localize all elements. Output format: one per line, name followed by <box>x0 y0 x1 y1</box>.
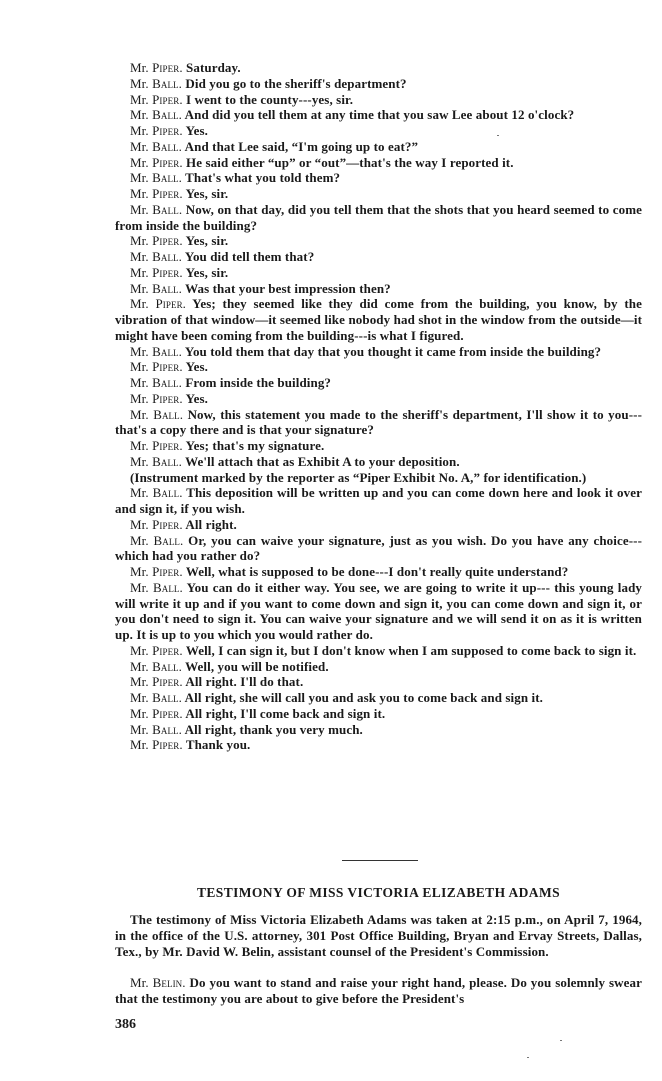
testimony-paragraph <box>115 76 642 92</box>
utterance: Thank you. <box>185 737 251 753</box>
speaker-name: Piper. <box>152 60 183 75</box>
speaker-name: Ball. <box>152 249 183 264</box>
testimony-paragraph <box>115 643 642 659</box>
utterance: From inside the building? <box>185 375 332 390</box>
utterance: You told them that day that you thought it came from inside the building? <box>184 343 602 359</box>
utterance: Now, this statement you made to the sheriff's department, I'll show it to you---that's a copy there and is that your signature? <box>115 406 642 438</box>
testimony-paragraph <box>115 296 642 343</box>
utterance: That's what you told them? <box>185 170 341 186</box>
speaker-name: Piper. <box>152 91 183 107</box>
speaker-name: Ball. <box>152 485 183 501</box>
testimony-paragraph <box>115 170 642 186</box>
testimony-paragraph <box>115 92 642 108</box>
speaker-title: Mr. <box>130 406 149 422</box>
utterance: Well, you will be notified. <box>185 658 329 674</box>
utterance: All right. <box>185 516 237 532</box>
testimony-paragraph <box>115 202 642 234</box>
speaker-name: Piper. <box>152 642 183 658</box>
speaker-title: Mr. <box>130 138 149 154</box>
speaker-name: Piper. <box>152 123 183 138</box>
utterance: All right, thank you very much. <box>184 721 363 737</box>
testimony-paragraph <box>115 155 642 171</box>
utterance: Well, what is supposed to be done---I don't really quite understand? <box>185 564 569 579</box>
speaker-title: Mr. <box>130 564 149 579</box>
speaker-title: Mr. <box>130 343 149 359</box>
testimony-paragraph <box>115 690 642 706</box>
testimony-paragraph <box>115 674 642 690</box>
testimony-paragraph <box>115 139 642 155</box>
intro-paragraph <box>115 912 642 959</box>
utterance: And did you tell them at any time that you saw Lee about 12 o'clock? <box>184 107 575 123</box>
speaker-title: Mr. <box>130 658 149 674</box>
testimony-paragraph <box>115 438 642 454</box>
section-divider <box>342 860 418 861</box>
speaker-title: Mr. <box>130 201 149 217</box>
speaker-name: Ball. <box>152 453 183 469</box>
utterance: He said either “up” or “out”—that's the way I reported it. <box>186 154 514 170</box>
speaker-name: Piper. <box>155 296 187 312</box>
utterance: Now, on that day, did you tell them that the shots that you heard seemed to come from inside the building? <box>115 201 642 233</box>
utterance: Yes, sir. <box>185 186 229 201</box>
speaker-title: Mr. <box>130 249 149 264</box>
testimony-paragraph <box>115 485 642 517</box>
section-heading: TESTIMONY OF MISS VICTORIA ELIZABETH ADAMS <box>196 885 560 900</box>
testimony-paragraph <box>115 975 642 1007</box>
speaker-title: Mr. <box>130 107 149 123</box>
testimony-paragraph <box>115 722 642 738</box>
speaker-name: Piper. <box>152 438 183 453</box>
speaker-name: Ball. <box>152 721 183 737</box>
speaker-title: Mr. <box>130 485 149 501</box>
testimony-paragraph <box>115 737 642 753</box>
utterance: And that Lee said, “I'm going up to eat?” <box>184 138 419 154</box>
testimony-paragraph <box>115 107 642 123</box>
speaker-title: Mr. <box>130 390 149 406</box>
speaker-name: Piper. <box>152 390 183 406</box>
testimony-paragraph <box>115 123 642 139</box>
speaker-name: Ball. <box>152 658 183 674</box>
speaker-title: Mr. <box>130 296 149 312</box>
speaker-name: Ball. <box>152 690 183 705</box>
speaker-name: Piper. <box>152 705 183 721</box>
speaker-title: Mr. <box>130 705 149 721</box>
belin-question <box>115 975 642 1007</box>
speaker-name: Ball. <box>152 579 183 595</box>
speaker-name: Piper. <box>152 516 183 532</box>
speaker-name: Piper. <box>152 264 183 280</box>
speaker-title: Mr. <box>130 170 149 186</box>
speaker-title: Mr. <box>130 579 149 595</box>
speaker-name: Piper. <box>152 233 183 249</box>
utterance: You did tell them that? <box>184 249 315 264</box>
speaker-title: Mr. <box>130 60 149 75</box>
testimony-paragraph <box>115 249 642 265</box>
speaker-title: Mr. <box>130 233 149 249</box>
speaker-name: Ball. <box>153 532 184 548</box>
testimony-paragraph <box>115 375 642 391</box>
utterance: Yes, sir. <box>185 264 229 280</box>
speaker-name: Ball. <box>152 375 183 390</box>
speaker-name: Ball. <box>152 280 183 296</box>
speaker-name: Ball. <box>152 138 183 154</box>
speaker-name: Piper. <box>152 154 183 170</box>
speaker-title: Mr. <box>130 280 149 296</box>
testimony-paragraph <box>115 517 642 533</box>
speaker-name: Piper. <box>152 359 183 375</box>
utterance: You can do it either way. You see, we are going to write it up--- this young lady will write it up and if you want to come down and sign it, you can come down and sign it, or you don't need to sign it. You can waive your signature and we will send it on as it is written up. It is up to you which you would rather do. <box>115 579 642 642</box>
utterance: Was that your best impression then? <box>185 280 391 296</box>
speaker-title: Mr. <box>130 359 149 375</box>
testimony-paragraph <box>115 359 642 375</box>
speaker-title: Mr. <box>130 123 149 138</box>
speaker-name: Ball. <box>152 343 183 359</box>
utterance: Did you go to the sheriff's department? <box>185 75 407 91</box>
utterance: Yes; that's my signature. <box>185 438 325 453</box>
transcript <box>115 60 642 753</box>
speaker-name: Ball. <box>152 107 183 123</box>
intro-text: The testimony of Miss Victoria Elizabeth Adams was taken at 2:15 p.m., on April 7, 1964, in the office of the U.S. attorney, 301 Post Office Building, Bryan and Ervay Streets, Dallas, Tex., by Mr. David W. Belin, assistant counsel of the President's Commission. <box>115 912 642 959</box>
speaker-name: Piper. <box>152 674 183 690</box>
utterance: Yes. <box>185 390 208 406</box>
speaker-title: Mr. <box>130 975 149 990</box>
speaker-title: Mr. <box>130 438 149 453</box>
utterance: We'll attach that as Exhibit A to your deposition. <box>185 453 460 469</box>
scan-speck <box>497 135 499 136</box>
speaker-title: Mr. <box>130 375 149 390</box>
speaker-name: Piper. <box>152 186 183 201</box>
testimony-paragraph <box>115 454 642 470</box>
speaker-name: Ball. <box>153 406 184 422</box>
speaker-title: Mr. <box>130 91 149 107</box>
utterance: Yes. <box>185 123 208 138</box>
testimony-paragraph <box>115 281 642 297</box>
speaker-name: Ball. <box>152 170 183 186</box>
utterance: Yes. <box>185 359 208 375</box>
utterance: Or, you can waive your signature, just as you wish. Do you have any choice---which had you rather do? <box>115 532 643 564</box>
speaker-title: Mr. <box>130 721 149 737</box>
utterance: I went to the county---yes, sir. <box>186 91 354 107</box>
speaker-name: Piper. <box>152 737 183 753</box>
scan-speck <box>560 1040 562 1041</box>
utterance: All right, I'll come back and sign it. <box>185 705 386 721</box>
utterance: (Instrument marked by the reporter as “Piper Exhibit No. A,” for identification.) <box>130 469 587 485</box>
testimony-paragraph <box>115 659 642 675</box>
speaker-title: Mr. <box>130 516 149 532</box>
speaker-title: Mr. <box>130 186 149 201</box>
testimony-paragraph <box>115 533 642 565</box>
utterance: All right. I'll do that. <box>185 674 304 690</box>
speaker-name: Belin. <box>152 975 186 990</box>
testimony-paragraph <box>115 706 642 722</box>
utterance: Well, I can sign it, but I don't know when I am supposed to come back to sign it. <box>185 642 637 658</box>
speaker-title: Mr. <box>130 75 149 91</box>
testimony-paragraph <box>115 391 642 407</box>
utterance: All right, she will call you and ask you to come back and sign it. <box>184 690 544 705</box>
testimony-paragraph <box>115 344 642 360</box>
utterance: Saturday. <box>186 60 241 75</box>
speaker-title: Mr. <box>130 690 149 705</box>
testimony-paragraph <box>115 186 642 202</box>
utterance: Do you want to stand and raise your right hand, please. Do you solemnly swear that the testimony you are about to give before the President's <box>115 975 642 1006</box>
testimony-paragraph <box>115 265 642 281</box>
speaker-title: Mr. <box>130 642 149 658</box>
testimony-paragraph <box>115 580 642 643</box>
testimony-paragraph <box>115 470 642 486</box>
speaker-name: Ball. <box>152 201 183 217</box>
speaker-title: Mr. <box>130 264 149 280</box>
testimony-paragraph <box>115 564 642 580</box>
testimony-paragraph <box>115 233 642 249</box>
page-number: 386 <box>115 1017 136 1032</box>
testimony-paragraph <box>115 60 642 76</box>
testimony-paragraph <box>115 407 642 439</box>
speaker-title: Mr. <box>130 154 149 170</box>
utterance: Yes; they seemed like they did come from the building, you know, by the vibration of that window—it seemed like nobody had shot in the window from the outside—it might have been coming from the building---is what I figured. <box>115 296 642 343</box>
speaker-title: Mr. <box>130 453 149 469</box>
speaker-name: Piper. <box>152 564 183 579</box>
utterance: This deposition will be written up and you can come down here and look it over and sign it, if you wish. <box>115 485 642 516</box>
speaker-name: Ball. <box>152 75 183 91</box>
scan-speck <box>527 1057 529 1058</box>
utterance: Yes, sir. <box>185 233 229 249</box>
speaker-title: Mr. <box>130 674 149 690</box>
speaker-title: Mr. <box>130 737 149 753</box>
speaker-title: Mr. <box>130 532 149 548</box>
